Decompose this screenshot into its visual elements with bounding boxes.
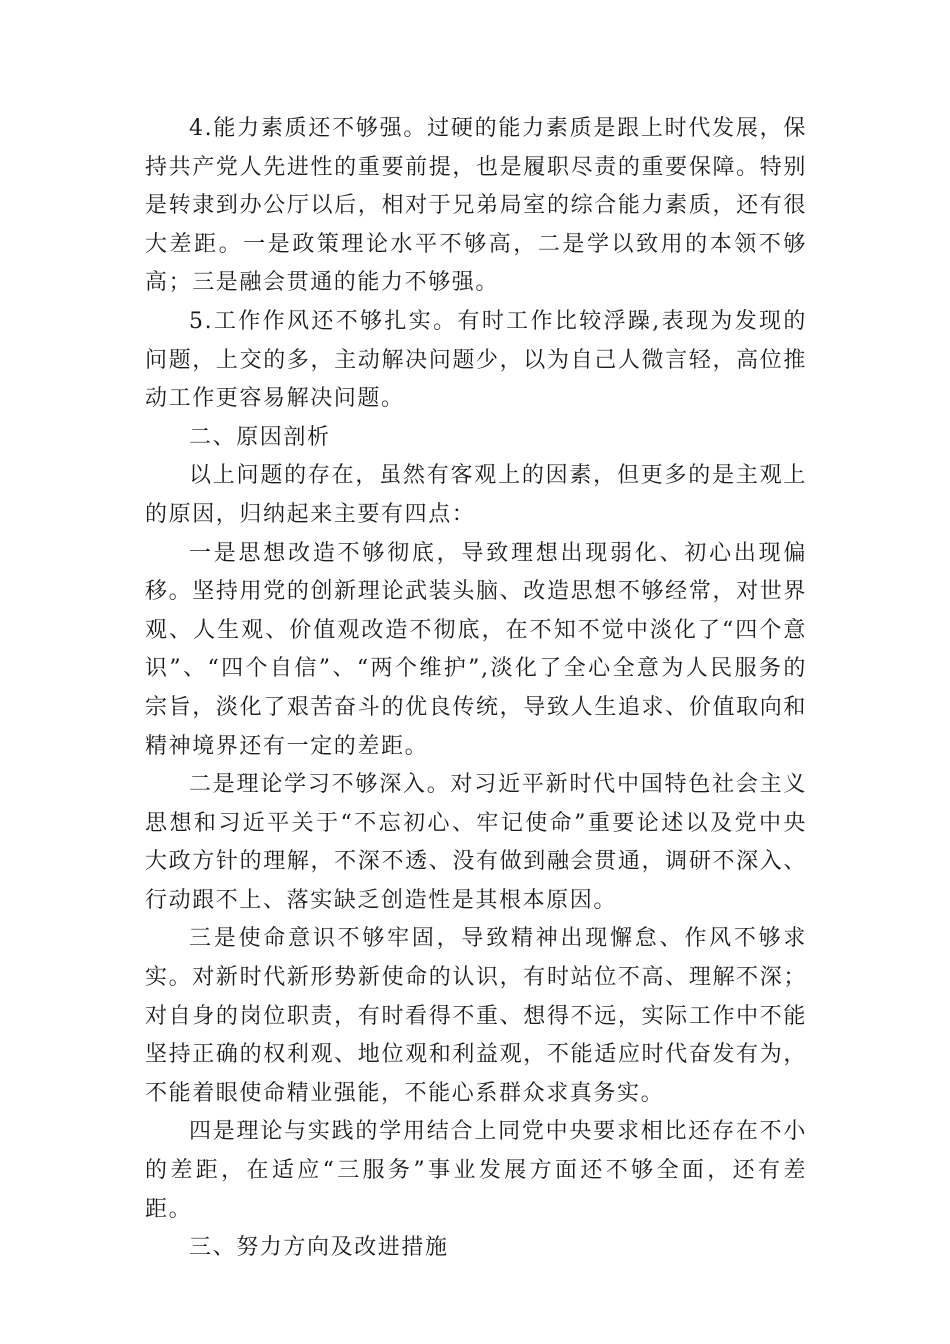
section-heading-cause-analysis: 二、原因剖析 bbox=[189, 424, 331, 450]
paragraph-cause-intro: 以上问题的存在，虽然有客观上的因素，但更多的是主观上的原因，归纳起来主要有四点： bbox=[145, 463, 807, 527]
paragraph-work-style: 5.工作作风还不够扎实。有时工作比较浮躁,表现为发现的问题，上交的多，主动解决问题少，以为自己人微言轻，高位推动工作更容易解决问题。 bbox=[145, 308, 807, 412]
paragraph-cause-three: 三是使命意识不够牢固，导致精神出现懈怠、作风不够求实。对新时代新形势新使命的认识，有时站位不高、理解不深；对自身的岗位职责，有时看得不重、想得不远，实际工作中不能坚持正确的权利观、地位观和利益观，不能适应时代奋发有为，不能着眼使命精业强能，不能心系群众求真务实。 bbox=[145, 926, 807, 1106]
paragraph-cause-one: 一是思想改造不够彻底，导致理想出现弱化、初心出现偏移。坚持用党的创新理论武装头脑、改造思想不够经常，对世界观、人生观、价值观改造不彻底，在不知不觉中淡化了“四个意识”、“四个自信”、“两个维护”,淡化了全心全意为人民服务的宗旨，淡化了艰苦奋斗的优良传统，导致人生追求、价值取向和精神境界还有一定的差距。 bbox=[145, 540, 807, 759]
paragraph-ability-quality: 4.能力素质还不够强。过硬的能力素质是跟上时代发展，保持共产党人先进性的重要前提，也是履职尽责的重要保障。特别是转隶到办公厅以后，相对于兄弟局室的综合能力素质，还有很大差距。一是政策理论水平不够高，二是学以致用的本领不够高；三是融会贯通的能力不够强。 bbox=[145, 116, 807, 296]
paragraph-cause-two: 二是理论学习不够深入。对习近平新时代中国特色社会主义思想和习近平关于“不忘初心、牢记使命”重要论述以及党中央大政方针的理解，不深不透、没有做到融会贯通，调研不深入、行动跟不上、落实缺乏创造性是其根本原因。 bbox=[145, 772, 807, 913]
document-body bbox=[145, 110, 807, 1268]
paragraph-cause-four: 四是理论与实践的学用结合上同党中央要求相比还存在不小的差距，在适应“三服务”事业发展方面还不够全面，还有差距。 bbox=[145, 1119, 807, 1222]
section-heading-improvement-measures: 三、努力方向及改进措施 bbox=[189, 1235, 449, 1261]
